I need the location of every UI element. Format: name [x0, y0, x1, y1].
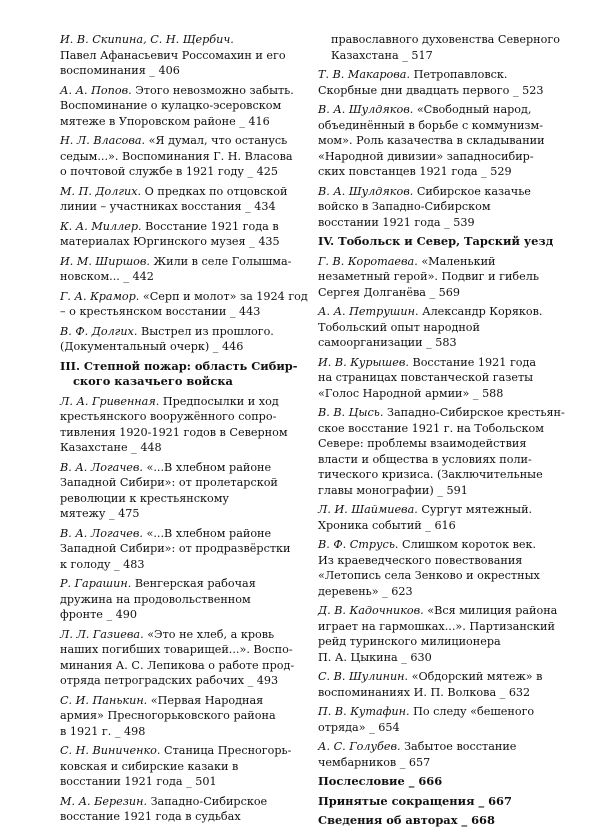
entry-line: Казахстане _ 448	[60, 441, 162, 454]
afterword-entry: Послесловие _ 666	[318, 774, 443, 788]
entry-line: «Голос Народной армии» _ 588	[318, 386, 504, 400]
entry-author: Л. И. Шаймиева.	[318, 503, 418, 516]
toc-entry	[318, 102, 580, 180]
entry-line: ковская и сибирские казаки в	[60, 759, 239, 773]
entry-line: деревень» _ 623	[318, 584, 413, 598]
toc-entry	[318, 739, 580, 770]
entry-author: С. И. Панькин.	[60, 693, 148, 707]
entry-title: Сургут мятежный.	[417, 503, 533, 516]
authors-entry: Сведения об авторах _ 668	[318, 813, 495, 827]
entry-author: Г. В. Коротаева.	[318, 254, 418, 268]
entry-line: мятежу _ 475	[60, 507, 140, 520]
entry-title: «Я думал, что останусь	[145, 134, 288, 147]
toc-entry	[318, 704, 580, 735]
entry-author: А. А. Петрушин.	[318, 305, 419, 318]
entry-line: Павел Афанасьевич Россомахин и его	[60, 48, 286, 62]
entry-line: П. А. Цыкина _ 630	[318, 650, 432, 664]
entry-line: Севере: проблемы взаимодействия	[318, 437, 527, 450]
entry-title: Забытое восстание	[400, 740, 517, 753]
right-column	[318, 32, 580, 833]
entry-author: М. П. Долгих.	[60, 184, 142, 198]
entry-line: Воспоминание о кулацко-эсеровском	[60, 99, 282, 112]
entry-title: Выстрел из прошлого.	[137, 324, 274, 338]
entry-line: самоорганизации _ 583	[318, 336, 457, 349]
toc-entry	[60, 693, 322, 740]
entry-title: О предках по отцовской	[141, 184, 288, 198]
toc-entry	[60, 324, 322, 355]
entry-author: Л. Л. Газиева.	[60, 627, 144, 641]
entry-title: «Вся милиция района	[423, 604, 558, 617]
entry-author: Г. А. Крамор.	[60, 289, 140, 303]
entry-author: С. Н. Виниченко.	[60, 744, 161, 757]
entry-line: воспоминаниях И. П. Волкова _ 632	[318, 685, 531, 699]
entry-author: В. А. Логачев.	[60, 460, 143, 474]
entry-line: фронте _ 490	[60, 608, 137, 621]
toc-entry	[318, 67, 580, 98]
abbreviations-entry: Принятые сокращения _ 667	[318, 793, 512, 808]
entry-title: Сибирское казачье	[413, 184, 531, 198]
entry-author: В. А. Шулдяков.	[318, 184, 414, 198]
entry-author: И. В. Скипина, С. Н. Щербич.	[60, 33, 234, 46]
toc-entry	[60, 394, 322, 456]
entry-author: В. А. Логачев.	[60, 526, 143, 540]
entry-line: отряда петроградских рабочих _ 493	[60, 674, 279, 687]
entry-line: войско в Западно-Сибирском	[318, 200, 491, 213]
entry-line: седым...». Воспоминания Г. Н. Власова	[60, 149, 293, 163]
entry-author: Т. В. Макарова.	[318, 68, 411, 81]
entry-line: (Документальный очерк) _ 446	[60, 340, 244, 353]
entry-line: Хроника событий _ 616	[318, 518, 456, 532]
entry-line: тивления 1920-1921 годов в Северном	[60, 425, 288, 439]
entry-author: К. А. Миллер.	[60, 219, 142, 233]
entry-line: революции к крестьянскому	[60, 491, 229, 505]
toc-entry	[60, 83, 322, 130]
entry-line: Сергея Долганёва _ 569	[318, 285, 461, 299]
entry-title: Петропавловск.	[410, 68, 508, 81]
entry-line: чембарников _ 657	[318, 755, 431, 769]
entry-title: Восстание 1921 года	[408, 355, 537, 369]
toc-entry	[318, 355, 580, 402]
entry-line: Из краеведческого повествования	[318, 553, 523, 567]
entry-line: дружина на продовольственном	[60, 592, 251, 606]
toc-entry	[60, 460, 322, 522]
toc-entry	[318, 603, 580, 665]
entry-author: А. С. Голубев.	[318, 740, 401, 753]
entry-title: Предпосылки и ход	[159, 394, 279, 408]
entry-line: наших погибших товарищей...». Воспо-	[60, 643, 293, 656]
section-heading-3: III. Степной пожар: область Сибир- ского казачьего войска	[60, 358, 298, 388]
toc-entry	[60, 254, 322, 285]
entry-line: армия» Пресногорьковского района	[60, 709, 276, 722]
entry-line: Западной Сибири»: от пролетарской	[60, 476, 278, 489]
entry-line: «Народной дивизии» западносибир-	[318, 149, 534, 163]
entry-line: объединённый в борьбе с коммунизм-	[318, 118, 543, 132]
toc-entry	[60, 526, 322, 573]
entry-line: линии – участниках восстания _ 434	[60, 200, 276, 213]
entry-author: С. В. Шулинин.	[318, 670, 409, 683]
entry-title: По следу «бешеного	[409, 705, 535, 718]
entry-title: «Обдорский мятеж» в	[408, 670, 543, 683]
entry-author: Р. Гарашин.	[60, 577, 132, 590]
toc-entry	[60, 289, 322, 320]
toc-entry	[60, 219, 322, 250]
entry-author: И. В. Курышев.	[318, 355, 409, 369]
entry-line: ское восстание 1921 г. на Тобольском	[318, 421, 544, 435]
entry-author: И. М. Ширшов.	[60, 254, 150, 268]
entry-title: Станица Пресногорь-	[160, 744, 292, 757]
toc-entry	[60, 794, 322, 825]
entry-title: «Это не хлеб, а кровь	[143, 627, 275, 641]
entry-line: о почтовой службе в 1921 году _ 425	[60, 165, 279, 178]
entry-title: Западно-Сибирское крестьян-	[383, 406, 565, 419]
entry-title: Александр Коряков.	[418, 305, 543, 318]
entry-author: П. В. Кутафин.	[318, 705, 410, 718]
entry-line: минания А. С. Лепикова о работе прод-	[60, 658, 295, 672]
entry-title: «...В хлебном районе	[142, 526, 272, 540]
entry-author: Н. Л. Власова.	[60, 134, 146, 147]
entry-line: тического кризиса. (Заключительные	[318, 468, 543, 481]
toc-entry	[318, 405, 580, 498]
entry-line: Скорбные дни двадцать первого _ 523	[318, 83, 544, 97]
section-heading-4: IV. Тобольск и Север, Тарский уезд	[318, 234, 554, 248]
entry-title: Слишком короток век.	[398, 538, 537, 551]
entry-title: Жили в селе Голышма-	[149, 254, 292, 268]
entry-title: Восстание 1921 года в	[141, 219, 279, 233]
toc-entry	[60, 133, 322, 180]
entry-line: – о крестьянском восстании _ 443	[60, 305, 261, 318]
toc-entry	[60, 32, 322, 79]
toc-entry	[318, 502, 580, 533]
entry-line: новском... _ 442	[60, 270, 154, 283]
entry-line: Западной Сибири»: от продразвёрстки	[60, 542, 291, 555]
toc-entry	[318, 184, 580, 231]
entry-line: на страницах повстанческой газеты	[318, 371, 534, 384]
entry-line: незаметный герой». Подвиг и гибель	[318, 270, 539, 283]
entry-line: материалах Юргинского музея _ 435	[60, 235, 280, 248]
entry-title: Западно-Сибирское	[147, 794, 268, 808]
toc-entry	[60, 743, 322, 790]
entry-line: крестьянского вооружённого сопро-	[60, 410, 277, 423]
entry-title: «Первая Народная	[147, 693, 264, 707]
toc-entry	[318, 537, 580, 599]
entry-author: В. В. Цысь.	[318, 406, 384, 419]
toc-entry	[60, 627, 322, 689]
entry-line: играет на гармошках...». Партизанский	[318, 619, 555, 633]
continued-entry: православного духовенства Северного Казахстана _ 517	[331, 33, 560, 62]
entry-author: В. Ф. Струсь.	[318, 538, 399, 551]
entry-title: «Серп и молот» за 1924 год	[139, 289, 308, 303]
entry-title: Венгерская рабочая	[131, 577, 256, 590]
entry-line: власти и общества в условиях поли-	[318, 452, 532, 466]
entry-author: В. Ф. Долгих.	[60, 324, 138, 338]
entry-title: «Маленький	[417, 254, 496, 268]
entry-line: отряда» _ 654	[318, 720, 400, 734]
entry-line: воспоминания _ 406	[60, 64, 180, 77]
entry-line: мом». Роль казачества в складывании	[318, 134, 545, 147]
entry-line: восстание 1921 года в судьбах	[60, 810, 241, 823]
entry-line: ских повстанцев 1921 года _ 529	[318, 165, 512, 178]
toc-entry	[318, 254, 580, 301]
entry-line: к голоду _ 483	[60, 557, 145, 571]
entry-line: восстании 1921 года _ 539	[318, 215, 475, 229]
entry-line: Тобольский опыт народной	[318, 320, 480, 334]
entry-author: А. А. Попов.	[60, 83, 132, 97]
entry-title: «...В хлебном районе	[142, 460, 272, 474]
entry-author: Д. В. Кадочников.	[318, 604, 424, 617]
entry-author: Л. А. Гривенная.	[60, 394, 160, 408]
entry-line: рейд туринского милиционера	[318, 635, 501, 648]
entry-line: мятеже в Упоровском районе _ 416	[60, 114, 270, 128]
entry-author: М. А. Березин.	[60, 794, 148, 808]
entry-line: в 1921 г. _ 498	[60, 724, 146, 738]
entry-line: восстании 1921 года _ 501	[60, 775, 217, 788]
entry-title: Этого невозможно забыть.	[131, 83, 294, 97]
entry-author: В. А. Шулдяков.	[318, 103, 414, 116]
toc-entry	[60, 576, 322, 623]
left-column	[60, 32, 322, 829]
entry-line: «Летопись села Зенково и окрестных	[318, 569, 540, 582]
toc-entry	[60, 184, 322, 215]
toc-entry	[318, 669, 580, 700]
toc-entry	[318, 304, 580, 351]
entry-title: «Свободный народ,	[413, 103, 532, 116]
entry-line: главы монографии) _ 591	[318, 483, 468, 497]
